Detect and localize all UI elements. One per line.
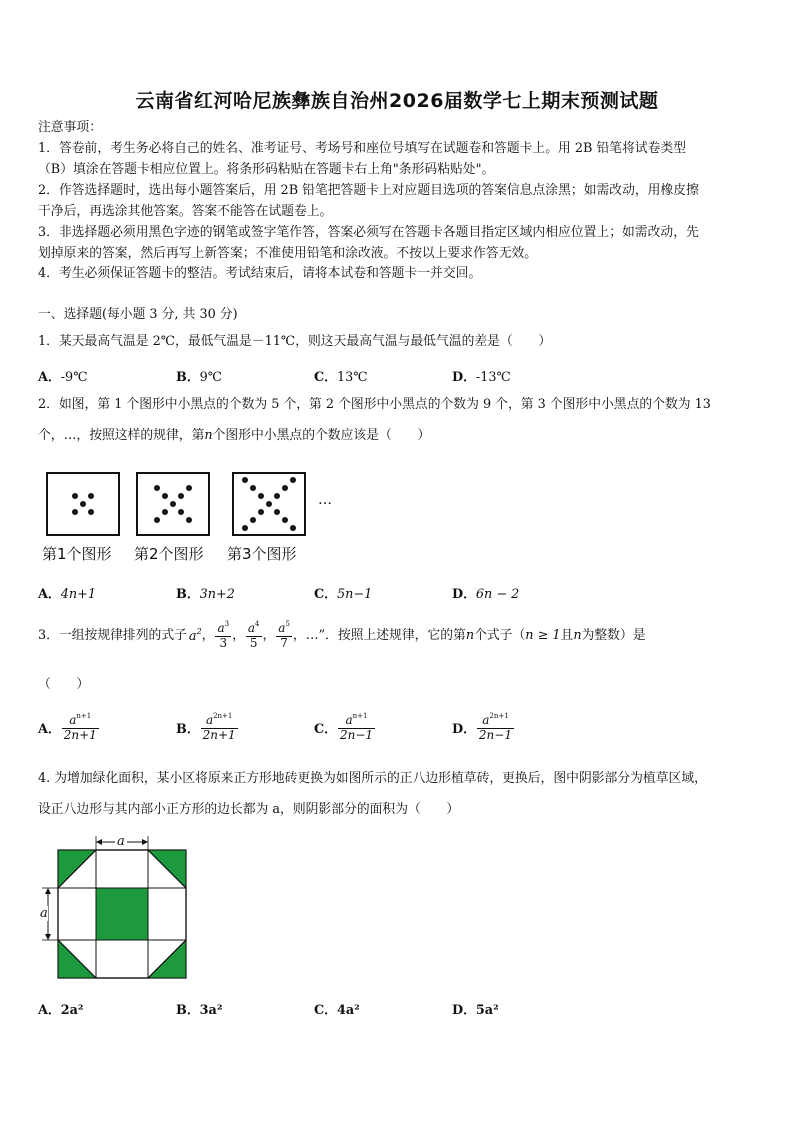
q2-caption-1: 第1个图形 [42, 545, 112, 563]
q3-term-3: $\frac{a^5}{7}$ [278, 620, 290, 650]
question-2-stem-line2: 个，…，按照这样的规律，第n个图形中小黑点的个数应该是（ ） [38, 428, 431, 443]
q2-dot [250, 485, 256, 491]
q2-dot [282, 485, 288, 491]
q2-dot [282, 517, 288, 523]
q2-dot [274, 493, 280, 499]
notice-line: 3．非选择题必须用黑色字迹的钢笔或签字笔作答，答案必须写在答题卡各题目指定区域内相应位置上；如需改动，先 [38, 225, 699, 240]
notice-line: 1．答卷前，考生务必将自己的姓名、准考证号、考场号和座位号填写在试题卷和答题卡上。用 2B 铅笔将试卷类型 [38, 141, 687, 156]
q2-dot [162, 509, 168, 515]
q2-dot [290, 477, 296, 483]
q2-dot [258, 509, 264, 515]
q2-dot [274, 509, 280, 515]
q4-label-a-top: a [117, 834, 125, 849]
q2-dot [178, 493, 184, 499]
notice-line: （B）填涂在答题卡相应位置上。将条形码粘贴在答题卡右上角"条形码粘贴处"。 [38, 162, 495, 177]
q3-term-2: $\frac{a^4}{5}$ [247, 620, 260, 650]
q2-figure-2 [136, 472, 210, 536]
q2-dot [266, 501, 272, 507]
q3-term-1: $\frac{a^3}{3}$ [217, 620, 230, 650]
question-4-stem-line1: 4. 为增加绿化面积，某小区将原来正方形地砖更换为如图所示的正八边形植草砖，更换后，图中阴影部分为植草区域， [38, 771, 707, 786]
q2-dot [154, 485, 160, 491]
q2-dot [88, 509, 94, 515]
q4-option-c: C．4a² [314, 1003, 360, 1018]
q2-caption-2: 第2个图形 [134, 545, 204, 563]
q2-dot [162, 493, 168, 499]
question-4-stem-line2: 设正八边形与其内部小正方形的边长都为 a，则阴影部分的面积为（ ） [38, 802, 460, 817]
q2-dot [186, 517, 192, 523]
q2-dot [178, 509, 184, 515]
q3-first-term: $a^2$ [188, 626, 202, 644]
notice-line: 4．考生必须保证答题卡的整洁。考试结束后，请将本试卷和答题卡一并交回。 [38, 266, 482, 281]
q4-option-d: D．5a² [452, 1003, 499, 1018]
q1-option-d: D．-13℃ [452, 370, 511, 385]
q3-option-a: A． $\frac{a^{n+1}}{2n+1}$ [38, 712, 97, 742]
q2-figure-3 [232, 472, 306, 536]
q3-option-c: C． $\frac{a^{n+1}}{2n-1}$ [314, 712, 374, 742]
q1-option-b: B．9℃ [176, 370, 223, 385]
q1-option-a: A．-9℃ [38, 370, 88, 385]
q2-option-b: B．3n+2 [176, 587, 235, 602]
notice-line: 2．作答选择题时，选出每小题答案后，用 2B 铅笔把答题卡上对应题目选项的答案信息点涂黑；如需改动，用橡皮擦 [38, 183, 699, 198]
section-heading: 一、选择题(每小题 3 分, 共 30 分) [38, 307, 238, 322]
notice-line: 划掉原来的答案，然后再写上新答案；不准使用铅笔和涂改液。不按以上要求作答无效。 [38, 246, 538, 261]
q2-figure-ellipsis: … [318, 492, 332, 508]
q2-figure-1 [46, 472, 120, 536]
q2-dot [72, 509, 78, 515]
q2-dot [80, 501, 86, 507]
q3-blank: （ ） [38, 677, 90, 692]
question-3-stem: 3．一组按规律排列的式子 $a^2$ ， $\frac{a^3}{3}$ ， $\frac{a^4}{5}$ ， $\frac{a^5}{7}$ ，…”．按照上述规律，它的第 n 个式子（ n ≥ 1 且 n 为整数）是 [38, 620, 646, 650]
q4-label-a-left: a [40, 906, 48, 921]
q2-option-d: D．6n − 2 [452, 587, 520, 602]
q2-dot [250, 517, 256, 523]
q2-dot [72, 493, 78, 499]
q2-dot [170, 501, 176, 507]
q4-option-a: A．2a² [38, 1003, 84, 1018]
notice-heading: 注意事项： [38, 120, 102, 135]
q2-caption-3: 第3个图形 [227, 545, 297, 563]
question-2-stem-line1: 2．如图，第 1 个图形中小黑点的个数为 5 个，第 2 个图形中小黑点的个数为 9 个，第 3 个图形中小黑点的个数为 13 [38, 397, 711, 412]
q2-dot [290, 525, 296, 531]
q2-dot [186, 485, 192, 491]
q2-dot [154, 517, 160, 523]
q2-dot [242, 525, 248, 531]
q2-dot [88, 493, 94, 499]
q2-dot [258, 493, 264, 499]
q1-option-c: C．13℃ [314, 370, 368, 385]
q2-option-a: A．4n+1 [38, 587, 96, 602]
notice-line: 干净后，再选涂其他答案。答案不能答在试题卷上。 [38, 204, 333, 219]
page-title: 云南省红河哈尼族彝族自治州2026届数学七上期末预测试题 [135, 90, 659, 112]
q3-option-b: B． $\frac{a^{2n+1}}{2n+1}$ [176, 712, 236, 742]
q4-octagon-figure [34, 830, 194, 985]
q4-option-b: B．3a² [176, 1003, 223, 1018]
q3-option-d: D． $\frac{a^{2n+1}}{2n-1}$ [452, 712, 512, 742]
question-1-stem: 1．某天最高气温是 2℃，最低气温是－11℃，则这天最高气温与最低气温的差是（ ） [38, 334, 552, 349]
q2-option-c: C．5n−1 [314, 587, 373, 602]
q2-dot [242, 477, 248, 483]
